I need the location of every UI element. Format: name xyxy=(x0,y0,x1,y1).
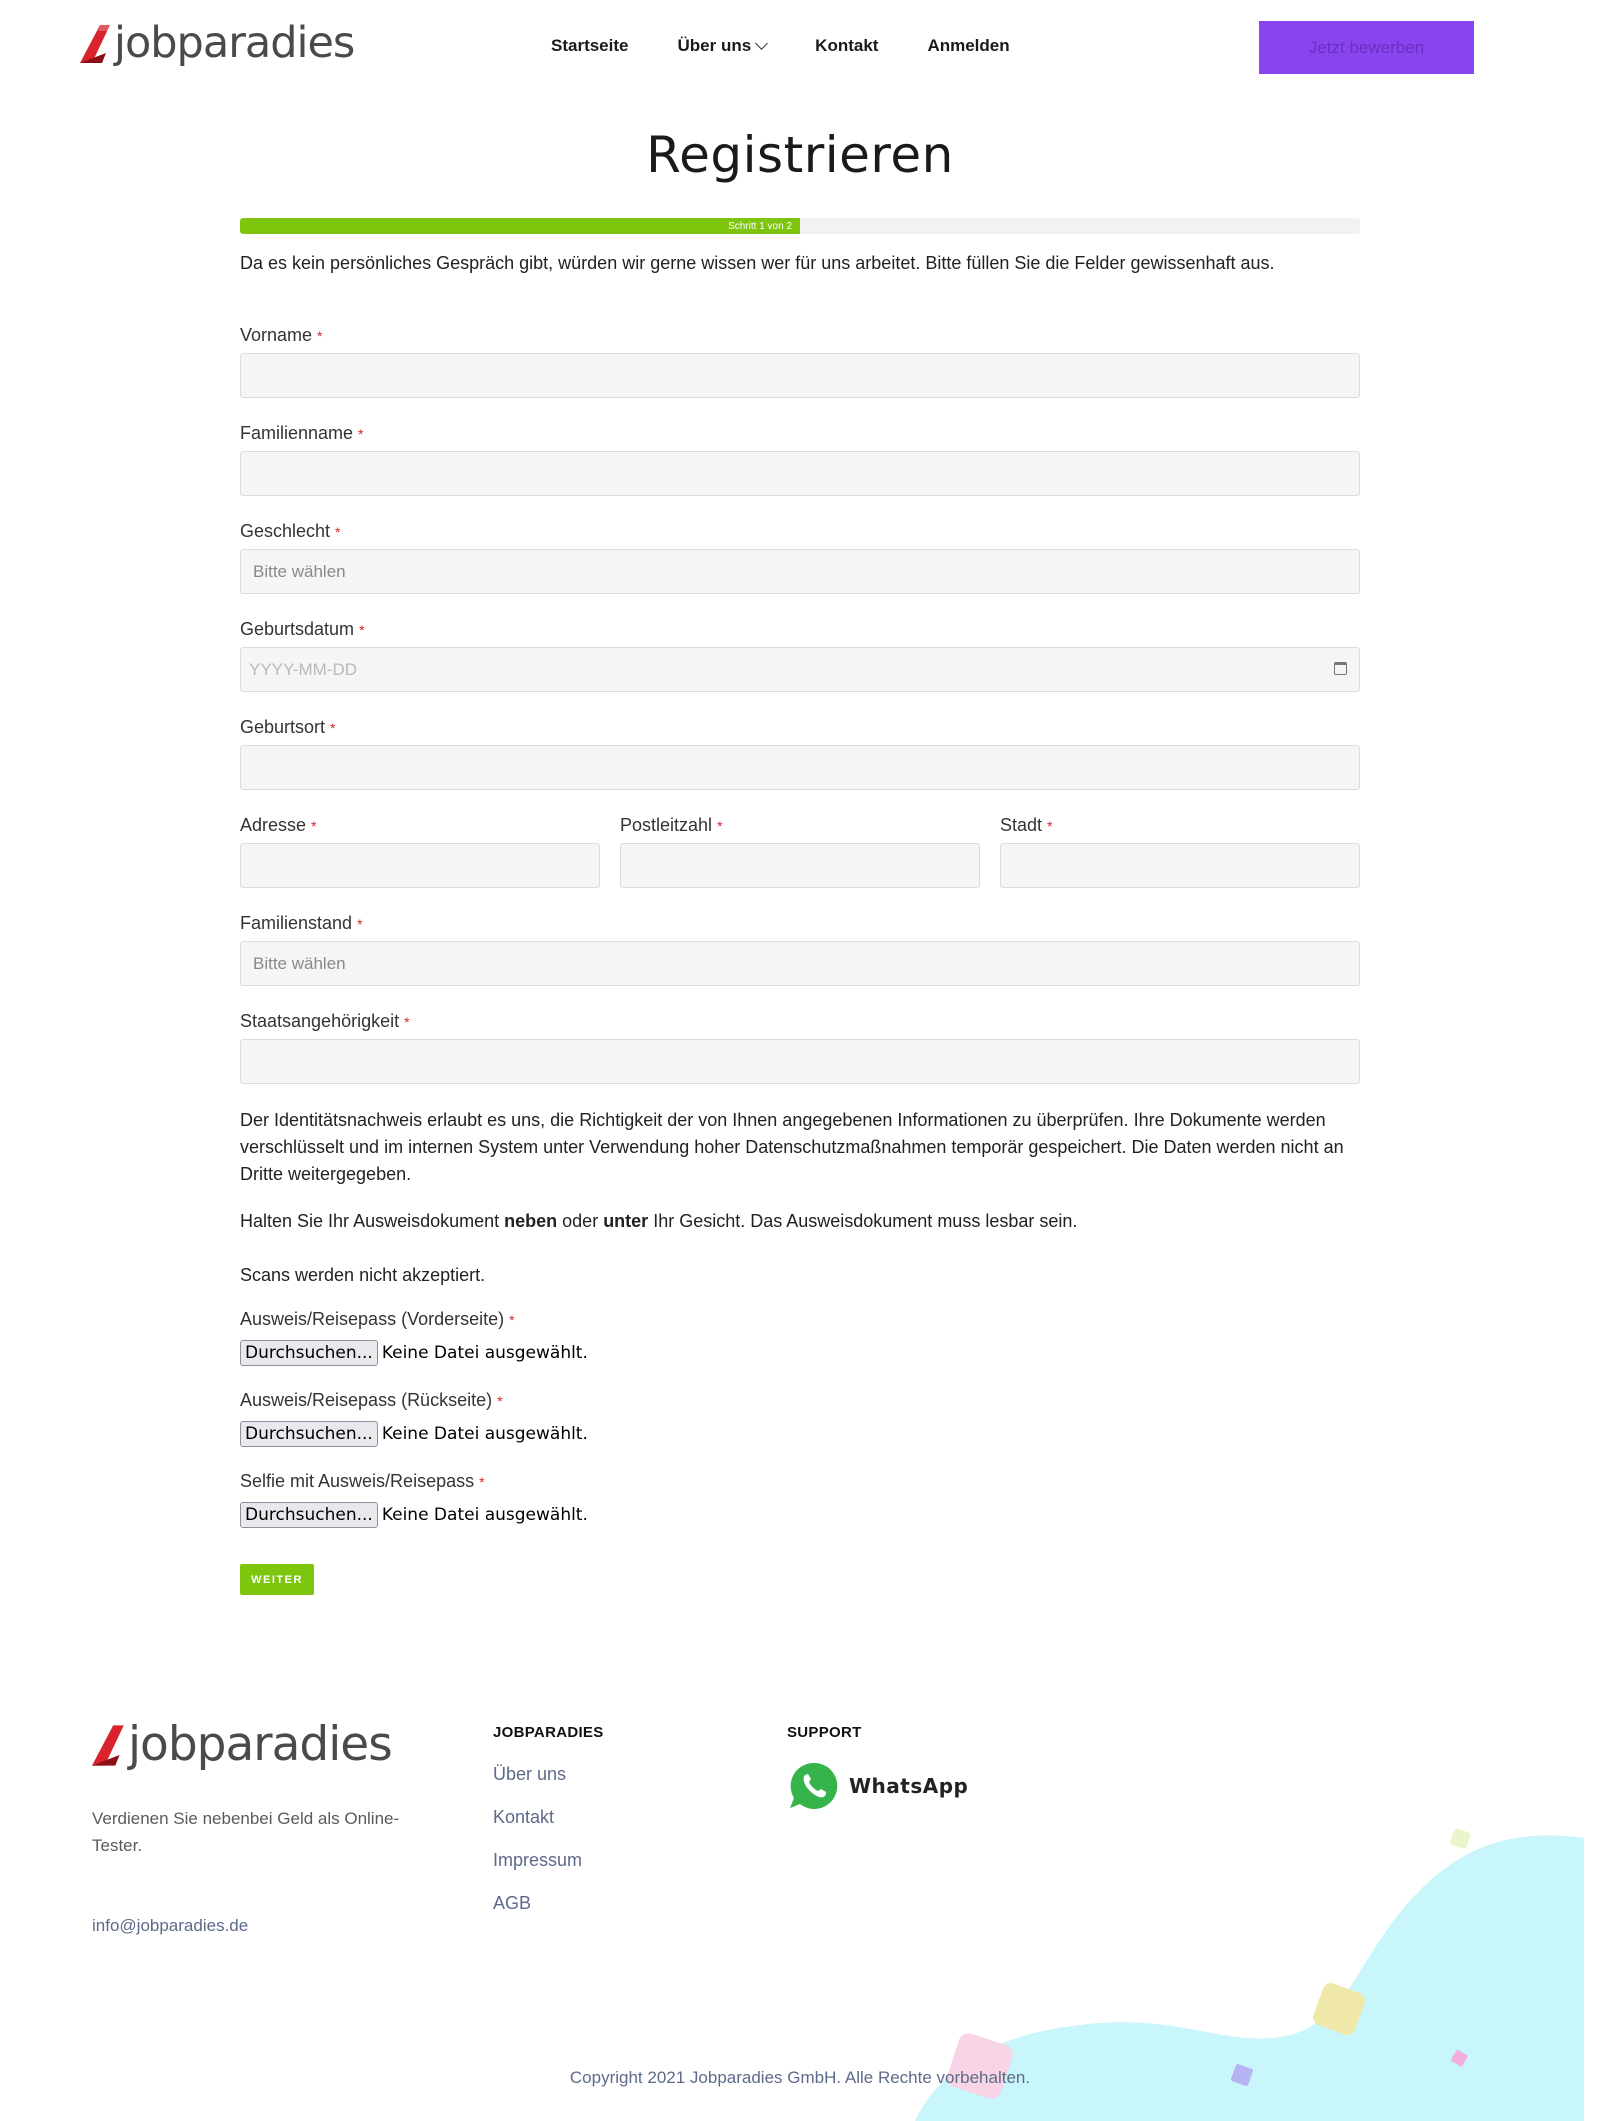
hold-text-part3: Ihr Gesicht. Das Ausweisdokument muss lesbar sein. xyxy=(648,1211,1078,1231)
footer-logo-wordmark: jobparadies xyxy=(128,1717,392,1772)
upload-back-status: Keine Datei ausgewählt. xyxy=(381,1424,588,1444)
vorname-input[interactable] xyxy=(240,353,1360,398)
required-marker: * xyxy=(404,1014,410,1030)
upload-selfie-browse-button[interactable]: Durchsuchen... xyxy=(240,1502,378,1528)
footer-link-impressum[interactable]: Impressum xyxy=(493,1850,583,1870)
geburtsort-input[interactable] xyxy=(240,745,1360,790)
hold-text-part1: Halten Sie Ihr Ausweisdokument xyxy=(240,1211,505,1231)
nav-item-kontakt[interactable]: Kontakt xyxy=(815,36,879,55)
required-marker: * xyxy=(1047,818,1053,834)
familienname-label xyxy=(240,423,364,444)
familienstand-select[interactable]: Bitte wählen xyxy=(240,941,1360,986)
chevron-down-icon xyxy=(755,37,768,50)
postleitzahl-input[interactable] xyxy=(620,843,980,888)
required-marker: * xyxy=(497,1393,503,1409)
geburtsdatum-label-text: Geburtsdatum xyxy=(240,619,355,639)
upload-front-status: Keine Datei ausgewählt. xyxy=(381,1343,588,1363)
familienstand-label xyxy=(240,913,363,934)
familienname-input[interactable] xyxy=(240,451,1360,496)
postleitzahl-label-text: Postleitzahl xyxy=(620,815,713,835)
upload-front-label xyxy=(240,1309,515,1330)
required-marker: * xyxy=(359,622,365,638)
nav-item-ueber-uns[interactable] xyxy=(677,36,766,56)
upload-back-browse-button[interactable]: Durchsuchen... xyxy=(240,1421,378,1447)
staatsangehoerigkeit-label xyxy=(240,1011,410,1032)
logo-mark-icon xyxy=(80,23,114,65)
required-marker: * xyxy=(357,916,363,932)
calendar-icon[interactable] xyxy=(1334,662,1347,675)
logo-wordmark: jobparadies xyxy=(114,18,355,68)
apply-now-button[interactable]: Jetzt bewerben xyxy=(1259,21,1474,74)
copyright-text: Copyright 2021 Jobparadies GmbH. Alle Rechte vorbehalten. xyxy=(569,2068,1031,2087)
upload-back-label-text: Ausweis/Reisepass (Rückseite) xyxy=(240,1390,493,1410)
nav-item-startseite[interactable]: Startseite xyxy=(551,36,629,55)
stadt-input[interactable] xyxy=(1000,843,1360,888)
logo-mark-icon xyxy=(92,1723,128,1768)
required-marker: * xyxy=(311,818,317,834)
geburtsdatum-input[interactable] xyxy=(240,647,1360,692)
footer-link-kontakt[interactable]: Kontakt xyxy=(493,1807,555,1827)
required-marker: * xyxy=(717,818,723,834)
nav-item-ueber-uns-label: Über uns xyxy=(677,36,752,55)
footer-logo[interactable] xyxy=(92,1717,392,1772)
footer-heading-jobparadies: JOBPARADIES xyxy=(493,1724,604,1741)
geburtsort-label xyxy=(240,717,336,738)
upload-selfie-label xyxy=(240,1471,485,1492)
site-logo[interactable] xyxy=(80,18,355,68)
adresse-input[interactable] xyxy=(240,843,600,888)
required-marker: * xyxy=(509,1312,515,1328)
upload-back-label xyxy=(240,1390,503,1411)
geschlecht-select[interactable]: Bitte wählen xyxy=(240,549,1360,594)
intro-text: Da es kein persönliches Gespräch gibt, würden wir gerne wissen wer für uns arbeitet. Bitte füllen Sie die Felder gewissenhaft aus. xyxy=(240,253,1275,273)
hold-text-bold1: neben xyxy=(504,1211,558,1231)
postleitzahl-label xyxy=(620,815,723,836)
stadt-label xyxy=(1000,815,1052,836)
required-marker: * xyxy=(479,1474,485,1490)
footer-heading-support: SUPPORT xyxy=(787,1724,862,1741)
identity-info-text: Der Identitätsnachweis erlaubt es uns, die Richtigkeit der von Ihnen angegebenen Informationen zu überprüfen. Ihre Dokumente werden verschlüsselt und im internen System unter Verwendung hoher Datenschutzmaßnahmen temporär gespeichert. Die Daten werden nicht an Dritte weitergegeben. xyxy=(240,1110,1344,1184)
upload-selfie-field xyxy=(240,1502,588,1528)
footer-email-link[interactable]: info@jobparadies.de xyxy=(92,1916,249,1935)
site-header xyxy=(0,0,1600,95)
hold-document-text xyxy=(240,1208,1360,1235)
required-marker: * xyxy=(358,426,364,442)
geschlecht-label-text: Geschlecht xyxy=(240,521,331,541)
footer-link-agb[interactable]: AGB xyxy=(493,1893,532,1913)
adresse-label-text: Adresse xyxy=(240,815,307,835)
adresse-label xyxy=(240,815,317,836)
staatsangehoerigkeit-input[interactable] xyxy=(240,1039,1360,1084)
familienname-label-text: Familienname xyxy=(240,423,354,443)
footer-tagline: Verdienen Sie nebenbei Geld als Online-Tester. xyxy=(92,1809,400,1855)
page-title: Registrieren xyxy=(646,126,954,184)
required-marker: * xyxy=(335,524,341,540)
footer-link-ueber-uns[interactable]: Über uns xyxy=(493,1764,567,1784)
scans-notice: Scans werden nicht akzeptiert. xyxy=(240,1265,486,1285)
hold-text-part2: oder xyxy=(557,1211,604,1231)
upload-selfie-label-text: Selfie mit Ausweis/Reisepass xyxy=(240,1471,475,1491)
familienstand-label-text: Familienstand xyxy=(240,913,353,933)
upload-front-field xyxy=(240,1340,588,1366)
whatsapp-label: WhatsApp xyxy=(849,1774,969,1798)
vorname-label xyxy=(240,325,323,346)
vorname-label-text: Vorname xyxy=(240,325,313,345)
progress-label: Schritt 1 von 2 xyxy=(728,220,792,232)
required-marker: * xyxy=(317,328,323,344)
whatsapp-icon xyxy=(787,1760,839,1812)
hold-text-bold2: unter xyxy=(603,1211,649,1231)
nav-item-anmelden[interactable]: Anmelden xyxy=(927,36,1010,55)
stadt-label-text: Stadt xyxy=(1000,815,1043,835)
progress-bar xyxy=(240,218,1360,234)
geburtsort-label-text: Geburtsort xyxy=(240,717,326,737)
progress-bar-fill xyxy=(240,218,800,234)
next-button[interactable]: WEITER xyxy=(240,1564,314,1595)
upload-front-label-text: Ausweis/Reisepass (Vorderseite) xyxy=(240,1309,505,1329)
geschlecht-label xyxy=(240,521,341,542)
required-marker: * xyxy=(330,720,336,736)
upload-back-field xyxy=(240,1421,588,1447)
geburtsdatum-placeholder: YYYY-MM-DD xyxy=(249,659,357,679)
whatsapp-link[interactable] xyxy=(787,1760,968,1812)
upload-selfie-status: Keine Datei ausgewählt. xyxy=(381,1505,588,1525)
main-nav xyxy=(551,36,1059,56)
staatsangehoerigkeit-label-text: Staatsangehörigkeit xyxy=(240,1011,400,1031)
upload-front-browse-button[interactable]: Durchsuchen... xyxy=(240,1340,378,1366)
geburtsdatum-label xyxy=(240,619,365,640)
